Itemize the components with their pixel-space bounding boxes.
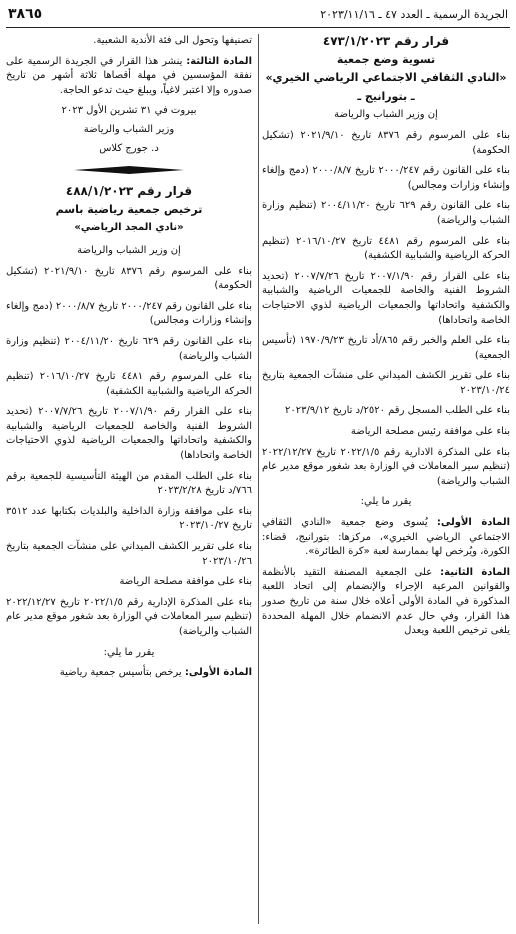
- right-column: [262, 34, 510, 645]
- article-label: المادة الأولى:: [436, 517, 510, 529]
- article-text: ينشر هذا القرار في الجريدة الرسمية على نفقة المؤسسين في مهلة أقصاها ثلاثة أشهر من تاريخ صدوره وإلا اعتبر لاغياً، ويبلغ حيث تدعو الحاجة.: [6, 55, 252, 96]
- recital: بناء على المرسوم رقم ٨٣٧٦ تاريخ ٢٠٢١/٩/١٠ (تشكيل الحكومة): [262, 129, 510, 156]
- recital: بناء على المرسوم رقم ٨٣٧٦ تاريخ ٢٠٢١/٩/١٠ (تشكيل الحكومة): [6, 265, 252, 292]
- article: [262, 516, 510, 560]
- decides-heading: يقرر ما يلي:: [360, 496, 412, 508]
- recital: بناء على الطلب المسجل رقم ٢٥٢٠/د تاريخ ٢٠٢٣/٩/١٢: [285, 405, 510, 417]
- article: [262, 566, 510, 639]
- recital: بناء على القانون رقم ٢٠٠٠/٢٤٧ تاريخ ٢٠٠٠/٨/٧ (دمج وإلغاء وإنشاء وزارات ومجالس): [6, 300, 252, 327]
- preamble-intro: إن وزير الشباب والرياضة: [334, 109, 438, 121]
- recital: بناء على القرار رقم ٢٠٠٧/١/٩٠ تاريخ ٢٠٠٧/٧/٢٦ (تحديد الشروط الفنية والخاصة للجمعيات الرياضية والشبابية والكشفية واتحاداتها والجمعيات الرياضية لذوي الاحتياجات الخاصة واتحاداها): [6, 406, 252, 462]
- recital: بناء على القانون رقم ٢٠٠٠/٢٤٧ تاريخ ٢٠٠٠/٨/٧ (دمج وإلغاء وإنشاء وزارات ومجالس): [262, 165, 510, 191]
- article-text: على الجمعية المصنفة التقيد بالأنظمة والقوانين المرعية الإجراء والإنضمام إلى اتحاد اللعبة المذكورة في المادة الأولى أعلاه خلال سنة من تاريخ صدور هذا القرار، وفي حال عدم الانضمام خلال المهلة المحددة يلغى ترخيص اللعبة ويعدل: [262, 566, 510, 637]
- decides-heading: يقرر ما يلي:: [103, 646, 155, 658]
- recital: بناء على القانون رقم ٦٢٩ تاريخ ٢٠٠٤/١١/٢٠ (تنظيم وزارة الشباب والرياضة): [6, 335, 252, 362]
- article-text: يُسوى وضع جمعية «النادي الثقافي الاجتماعي الرياضي الخيري»، مركزها: بتورانيج، قضاء: الكورة، ويُرخص لها بممارسة لعبة «كرة الطائرة».: [262, 517, 510, 558]
- page-header: [0, 0, 516, 32]
- club-location: ـ بتورانيج ـ: [357, 89, 415, 103]
- issue-date: بيروت في ٣١ تشرين الأول ٢٠٢٣: [61, 105, 197, 117]
- decision-subject: تسوية وضع جمعية: [336, 52, 436, 66]
- decision-title: قرار رقم ٤٧٣/١/٢٠٢٣: [322, 34, 450, 48]
- recital: بناء على المذكرة الإدارية رقم ٢٠٢٢/١/٥ تاريخ ٢٠٢٢/١٢/٢٧ (تنظيم سير المعاملات في الوزارة بعد شغور موقع مدير عام الشباب والرياضة): [6, 596, 252, 637]
- left-column: [6, 34, 252, 687]
- section-divider-ornament: [74, 166, 184, 174]
- recital: بناء على المرسوم رقم ٤٤٨١ تاريخ ٢٠١٦/١٠/٢٧ (تنظيم الحركة الرياضية والشبابية الكشفية): [6, 371, 252, 397]
- minister-title: وزير الشباب والرياضة: [83, 123, 175, 135]
- page-number: ٣٨٦٥: [8, 6, 43, 22]
- decision-title: قرار رقم ٤٨٨/١/٢٠٢٣: [65, 184, 193, 199]
- article-label: المادة الثالثة:: [186, 55, 252, 67]
- recital: بناء على القرار رقم ٢٠٠٧/١/٩٠ تاريخ ٢٠٠٧/٧/٢٦ (تحديد الشروط الفنية والخاصة للجمعيات الرياضية والشبابية والكشفية واتحاداتها والجمعيات الرياضية لذوي الاحتياجات الخاصة واتحاداها): [262, 270, 510, 326]
- article-text: يرخص بتأسيس جمعية رياضية: [59, 667, 182, 679]
- recital: بناء على موافقة وزارة الداخلية والبلديات بكتابها عدد ٣٥١٢ تاريخ ٢٠٢٣/١٠/٢٧: [6, 505, 252, 532]
- column-divider: [258, 34, 259, 924]
- article: [6, 666, 252, 681]
- minister-name: د. جورج كلاس: [99, 142, 159, 154]
- gazette-header-title: الجريدة الرسمية ـ العدد ٤٧ ـ ٢٠٢٣/١١/١٦: [320, 8, 508, 21]
- recital: بناء على الطلب المقدم من الهيئة التأسيسية للجمعية برقم ٧٦٦/د تاريخ ٢٠٢٣/٢/٢٨: [6, 470, 252, 497]
- article-label: المادة الأولى:: [184, 667, 252, 679]
- header-rule: [6, 27, 510, 28]
- article-label: المادة الثانية:: [440, 566, 510, 578]
- recital: بناء على تقرير الكشف الميداني على منشآت الجمعية بتاريخ ٢٠٢٣/١٠/٢٦: [6, 541, 252, 567]
- article: [6, 55, 252, 99]
- preamble-intro: إن وزير الشباب والرياضة: [77, 244, 181, 256]
- decision-subject: ترخيص جمعية رياضية باسم: [55, 202, 203, 216]
- club-name: «النادي الثقافي الاجتماعي الرياضي الخيري»: [265, 71, 507, 85]
- recital: بناء على القانون رقم ٦٢٩ تاريخ ٢٠٠٤/١١/٢٠ (تنظيم وزارة الشباب والرياضة): [262, 200, 510, 226]
- recital: بناء على العلم والخبر رقم ٨٦٥/أد تاريخ ١٩٧٠/٩/٢٣ (تأسيس الجمعية): [262, 335, 510, 361]
- recital: بناء على المذكرة الادارية رقم ٢٠٢٢/١/٥ تاريخ ٢٠٢٢/١٢/٢٧ (تنظيم سير المعاملات في الوزارة بعد شغور موقع مدير عام الشباب والرياضة): [262, 446, 510, 487]
- club-name: «نادي المجد الرياضي»: [74, 222, 184, 234]
- article-continuation: تصنيفها وتحول الى فئة الأندية الشعبية.: [93, 35, 252, 46]
- recital: بناء على موافقة مصلحة الرياضة: [119, 576, 252, 588]
- recital: بناء على المرسوم رقم ٤٤٨١ تاريخ ٢٠١٦/١٠/٢٧ (تنظيم الحركة الرياضية والشبابية الكشفية): [262, 235, 510, 262]
- recital: بناء على تقرير الكشف الميداني على منشآت الجمعية بتاريخ ٢٠٢٣/١٠/٢٤: [262, 370, 510, 396]
- recital: بناء على موافقة رئيس مصلحة الرياضة: [350, 426, 510, 438]
